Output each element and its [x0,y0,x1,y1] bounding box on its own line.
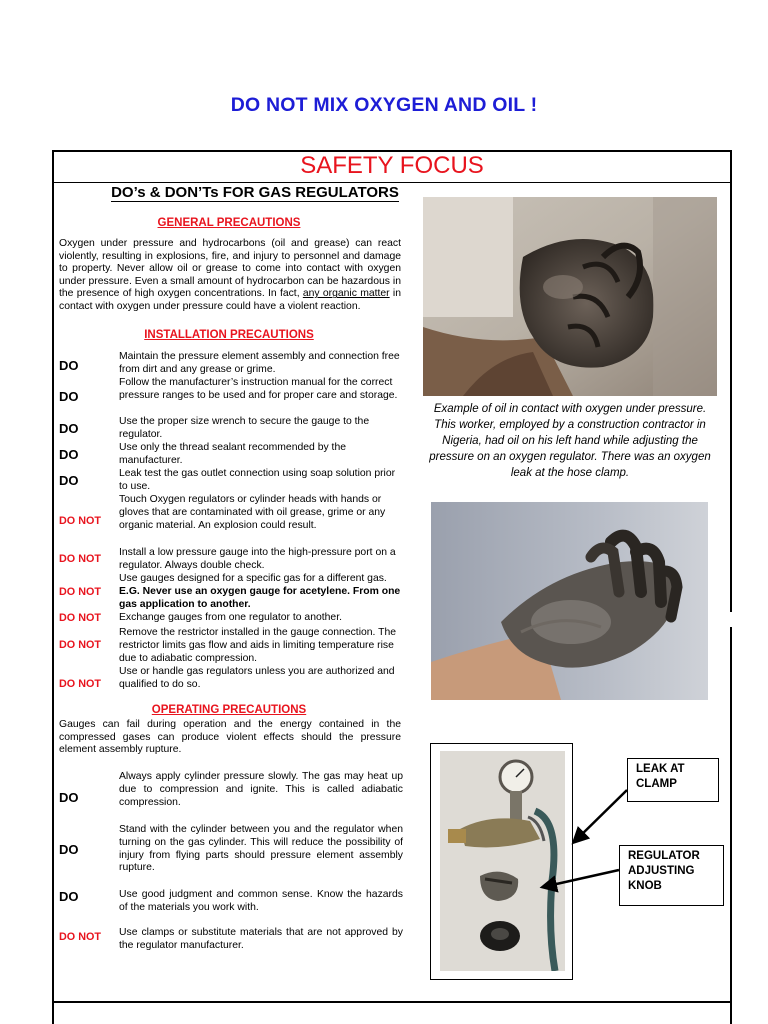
photo-caption: Example of oil in contact with oxygen under pressure. This worker, employed by a construction contractor in Nigeria, had oil on his left hand while adjusting the pressure on an oxygen regulator. There was an oxygen leak at the hose clamp. [429,403,711,479]
installation-item: Use or handle gas regulators unless you are authorized and qualified to do so. [119,666,395,690]
operating-precautions-intro: Gauges can fail during operation and the energy contained in the compressed gases can produce violent effects should the pressure element assembly rupture. [59,719,401,756]
do-not-label: DO NOT [59,586,101,598]
installation-item: Use the proper size wrench to secure the gauge to the regulator. [119,416,370,440]
safety-focus-title: SAFETY FOCUS [300,152,484,179]
do-label: DO [59,389,79,404]
do-label: DO [59,473,79,488]
do-label: DO [59,447,79,462]
do-label: DO [59,421,79,436]
installation-item: Use gauges designed for a specific gas for a different gas. E.G. Never use an oxygen gauge for acetylene. From one gas application to another. [119,573,401,610]
installation-precautions-heading: INSTALLATION PRECAUTIONS [144,329,314,341]
section-subtitle: DO’s & DON’Ts FOR GAS REGULATORS [111,184,399,201]
installation-item: Use only the thread sealant recommended by the manufacturer. [119,442,346,466]
title-divider [52,182,732,183]
do-label: DO [59,889,79,904]
installation-item: Install a low pressure gauge into the high-pressure port on a regulator. Always double check. [119,547,396,571]
regulator-adjusting-knob-callout: REGULATOR ADJUSTING KNOB [619,845,724,906]
leak-at-clamp-callout: LEAK AT CLAMP [627,758,719,802]
frame-border-bottom [52,1001,732,1003]
do-label: DO [59,790,79,805]
operating-precautions-heading: OPERATING PRECAUTIONS [151,704,307,716]
operating-item: Always apply cylinder pressure slowly. The gas may heat up due to compression and ignite. This is called adiabatic compression. [119,771,403,808]
installation-item: Exchange gauges from one regulator to another. [119,612,342,623]
do-not-label: DO NOT [59,553,101,565]
operating-item: Use good judgment and common sense. Know the hazards of the materials you work with. [119,889,403,913]
oxygen-regulator-photo [440,751,565,971]
installation-item: Touch Oxygen regulators or cylinder heads with hands or gloves that are contaminated with oil grease, grime or any organic material. An explosion could result. [119,494,386,531]
installation-item: Follow the manufacturer’s instruction manual for the correct pressure ranges to be used and for proper care and storage. [119,377,398,401]
installation-item: Remove the restrictor installed in the gauge connection. The restrictor limits gas flow and aids in limiting temperature rise due to adiabatic compression. [119,627,397,664]
oil-covered-palm-photo [431,502,708,700]
installation-item: Maintain the pressure element assembly and connection free from dirt and any grease or grime. [119,351,400,375]
general-precautions-text: Oxygen under pressure and hydrocarbons (oil and grease) can react violently, resulting in explosions, fire, and injury to personnel and damage to property. Never allow oil or grease to come into contact with oxygen under pressure. Even a small amount of hydrocarbon can be hazardous in the presence of high oxygen concentrations. In fact, any organic matter in contact with oxygen under pressure could have a violent reaction. [59,238,401,312]
frame-border-right [730,150,732,612]
general-precautions-heading: GENERAL PRECAUTIONS [157,217,301,229]
operating-item: Stand with the cylinder between you and the regulator when turning on the gas cylinder. This will reduce the possibility of injury from flying parts should pressure element assembly rupture. [119,824,403,874]
operating-item: Use clamps or substitute materials that are not approved by the regulator manufacturer. [119,927,403,951]
frame-border-right-lower [730,627,732,1024]
page-title: DO NOT MIX OXYGEN AND OIL ! [230,94,538,116]
oil-covered-hand-photo [423,197,717,396]
do-not-label: DO NOT [59,515,101,527]
do-not-label: DO NOT [59,639,101,651]
do-not-label: DO NOT [59,678,101,690]
installation-item: Leak test the gas outlet connection using soap solution prior to use. [119,468,396,492]
do-label: DO [59,358,79,373]
do-not-label: DO NOT [59,612,101,624]
do-not-label: DO NOT [59,931,101,943]
do-label: DO [59,842,79,857]
